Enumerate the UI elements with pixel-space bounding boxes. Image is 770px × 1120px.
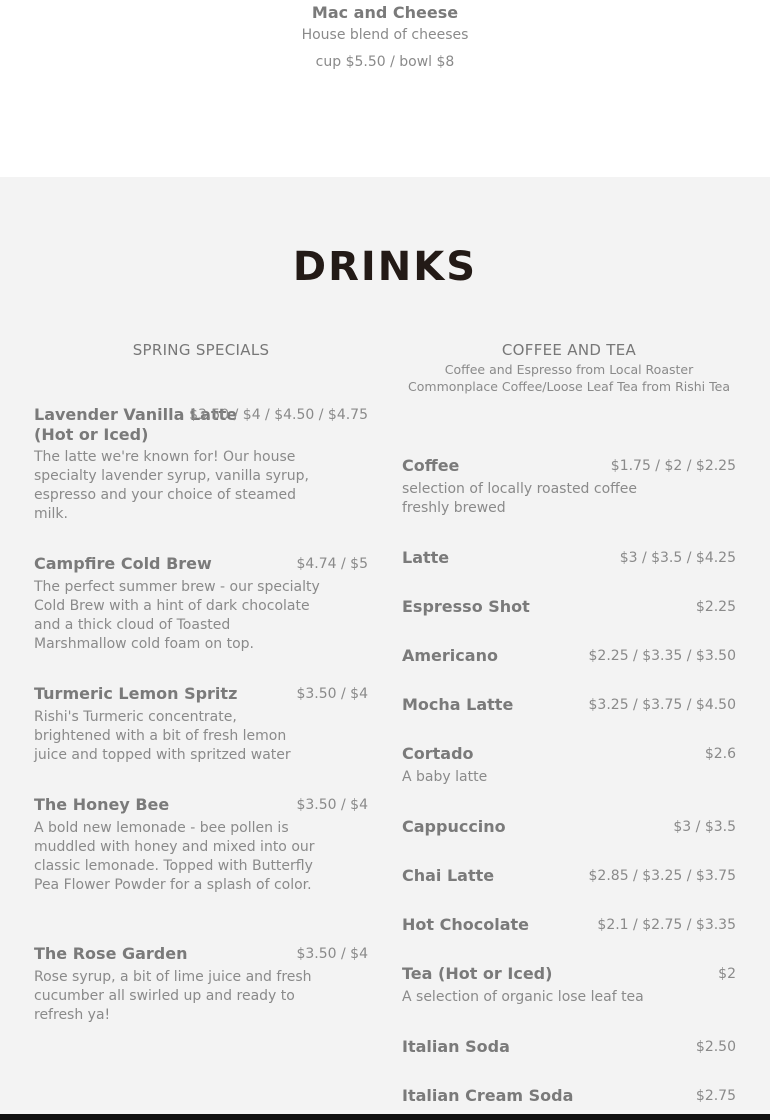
menu-item-name: Latte (402, 548, 450, 567)
menu-item-description: House blend of cheeses (301, 27, 469, 43)
coffee-and-tea-heading: COFFEE AND TEA (501, 341, 637, 359)
menu-item-price: cup $5.50 / bowl $8 (315, 54, 455, 70)
menu-item-price: $3.50 / $4 / $4.50 / $4.75 (189, 407, 368, 423)
menu-item-description: A selection of organic lose leaf tea (402, 989, 644, 1005)
menu-item-description: Rishi's Turmeric concentrate, brightened with a bit of fresh lemon juice and topped with spritzed water (34, 709, 291, 763)
menu-item-price: $2.1 / $2.75 / $3.35 (597, 917, 736, 933)
menu-item-name: Coffee (402, 456, 460, 475)
menu-item-name: Mac and Cheese (311, 3, 459, 22)
menu-item-name: Turmeric Lemon Spritz (34, 684, 238, 703)
menu-item-description: The latte we're known for! Our house specialty lavender syrup, vanilla syrup, espresso and your choice of steamed milk. (34, 449, 309, 522)
menu-item-name: Cortado (402, 744, 474, 763)
section-title: DRINKS (292, 244, 478, 290)
menu-item-price: $3.25 / $3.75 / $4.50 (588, 697, 736, 713)
menu-item-name: Lavender Vanilla Latte (Hot or Iced) (34, 405, 238, 444)
menu-item-name: Hot Chocolate (402, 915, 529, 934)
menu-item-price: $2.85 / $3.25 / $3.75 (588, 868, 736, 884)
menu-item-name: Italian Cream Soda (402, 1086, 574, 1105)
menu-item-price: $1.75 / $2 / $2.25 (610, 458, 736, 474)
menu-item-description: The perfect summer brew - our specialty Cold Brew with a hint of dark chocolate and a thick cloud of Toasted Marshmallow cold foam on top. (34, 579, 320, 652)
menu-item-name: Italian Soda (402, 1037, 510, 1056)
menu-item-price: $2.6 (704, 746, 736, 762)
menu-item-name: The Rose Garden (34, 944, 188, 963)
menu-item-price: $2 (718, 966, 736, 982)
menu-item-name: Americano (402, 646, 498, 665)
menu-item-price: $2.50 (695, 1039, 736, 1055)
menu-item-price: $4.74 / $5 (296, 556, 368, 572)
bottom-bar (0, 1114, 770, 1120)
menu-item-price: $2.75 (695, 1088, 736, 1104)
menu-item-name: Tea (Hot or Iced) (402, 964, 553, 983)
menu-item-name: Cappuccino (402, 817, 506, 836)
menu-item-description: A baby latte (402, 769, 488, 785)
menu-item-price: $3 / $3.5 (673, 819, 736, 835)
coffee-and-tea-subtitle: Coffee and Espresso from Local Roaster Commonplace Coffee/Loose Leaf Tea from Rishi Tea (408, 362, 730, 394)
menu-item-description: A bold new lemonade - bee pollen is muddled with honey and mixed into our classic lemonade. Topped with Butterfly Pea Flower Powder for a splash of color. (34, 820, 315, 893)
menu-item-name: Campfire Cold Brew (34, 554, 212, 573)
menu-item-price: $2.25 / $3.35 / $3.50 (588, 648, 736, 664)
menu-item-name: The Honey Bee (34, 795, 170, 814)
menu-item-price: $3.50 / $4 (296, 946, 368, 962)
menu-item-price: $2.25 (695, 599, 736, 615)
menu-item-description: Rose syrup, a bit of lime juice and fresh cucumber all swirled up and ready to refresh ya! (34, 969, 312, 1023)
spring-specials-heading: SPRING SPECIALS (132, 341, 270, 359)
menu-item-price: $3.50 / $4 (296, 797, 368, 813)
menu-item-name: Chai Latte (402, 866, 495, 885)
menu-item-description: selection of locally roasted coffee freshly brewed (402, 481, 638, 516)
menu-item-price: $3 / $3.5 / $4.25 (619, 550, 736, 566)
menu-item-name: Mocha Latte (402, 695, 514, 714)
menu-item-price: $3.50 / $4 (296, 686, 368, 702)
menu-item-name: Espresso Shot (402, 597, 530, 616)
food-section (0, 0, 770, 177)
